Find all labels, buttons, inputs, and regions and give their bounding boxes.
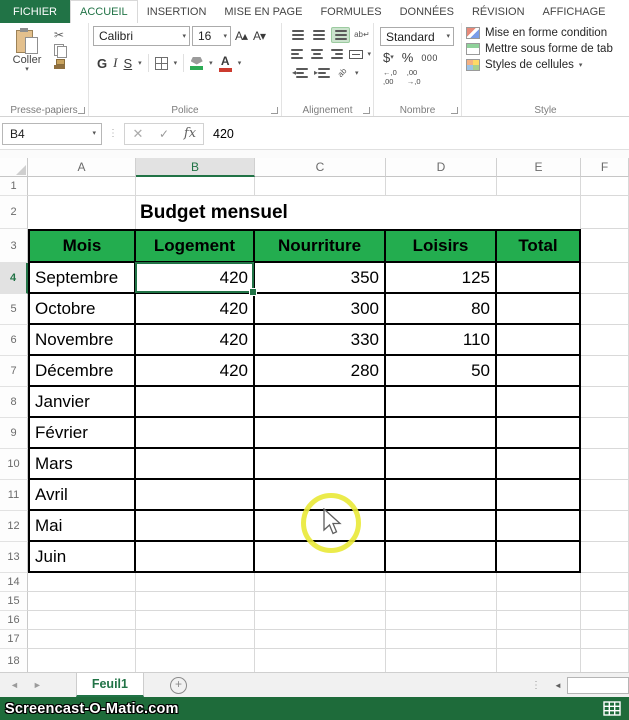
merge-center-icon[interactable] bbox=[348, 46, 365, 62]
cell-F1[interactable] bbox=[581, 177, 629, 196]
alignment-dialog-launcher-icon[interactable] bbox=[363, 107, 370, 114]
bold-button[interactable]: G bbox=[97, 55, 108, 71]
cell-A3[interactable]: Mois bbox=[28, 229, 136, 263]
cell-C16[interactable] bbox=[255, 611, 386, 630]
next-sheet-icon[interactable]: ► bbox=[32, 680, 42, 690]
grid-row-8 bbox=[0, 387, 629, 418]
grid-row-9 bbox=[0, 418, 629, 449]
cell-D12[interactable] bbox=[386, 511, 497, 542]
cell-E9[interactable] bbox=[497, 418, 581, 449]
cell-D16[interactable] bbox=[386, 611, 497, 630]
grid-row-7 bbox=[0, 356, 629, 387]
paste-label: Coller bbox=[12, 54, 42, 66]
cell-F5[interactable] bbox=[581, 294, 629, 325]
row-header-3[interactable]: 3 bbox=[0, 229, 28, 263]
cell-E13[interactable] bbox=[497, 542, 581, 573]
sheet-tab-feuil1[interactable]: Feuil1 bbox=[76, 673, 144, 697]
cell-E3[interactable]: Total bbox=[497, 229, 581, 263]
conditional-formatting-icon bbox=[466, 27, 480, 39]
cell-E6[interactable] bbox=[497, 325, 581, 356]
cell-A8[interactable]: Janvier bbox=[28, 387, 136, 418]
column-header-A[interactable]: A bbox=[28, 158, 136, 177]
cell-F9[interactable] bbox=[581, 418, 629, 449]
cell-B12[interactable] bbox=[136, 511, 255, 542]
cell-B8[interactable] bbox=[136, 387, 255, 418]
font-size-dropdown-icon: ▾ bbox=[223, 32, 227, 40]
cell-C17[interactable] bbox=[255, 630, 386, 649]
row-header-2[interactable]: 2 bbox=[0, 196, 28, 229]
align-bottom-button[interactable] bbox=[331, 27, 349, 43]
cell-A10[interactable]: Mars bbox=[28, 449, 136, 480]
cell-D9[interactable] bbox=[386, 418, 497, 449]
shrink-font-button[interactable]: A▾ bbox=[253, 29, 266, 43]
underline-dropdown-icon[interactable]: ▾ bbox=[138, 59, 142, 67]
cell-E1[interactable] bbox=[497, 177, 581, 196]
cell-E11[interactable] bbox=[497, 480, 581, 511]
row-header-1[interactable]: 1 bbox=[0, 177, 28, 196]
cell-E17[interactable] bbox=[497, 630, 581, 649]
cell-C14[interactable] bbox=[255, 573, 386, 592]
cell-B15[interactable] bbox=[136, 592, 255, 611]
formula-input[interactable]: 420 bbox=[213, 126, 234, 141]
align-middle-button[interactable] bbox=[310, 27, 328, 43]
cell-F6[interactable] bbox=[581, 325, 629, 356]
conditional-formatting-label: Mise en forme condition bbox=[485, 27, 608, 39]
cell-B16[interactable] bbox=[136, 611, 255, 630]
name-box-value: B4 bbox=[10, 126, 25, 141]
cell-E12[interactable] bbox=[497, 511, 581, 542]
sheet-tab-bar bbox=[0, 672, 629, 697]
paste-clipboard-icon bbox=[16, 28, 38, 54]
grid-row-3 bbox=[0, 229, 629, 263]
cell-D11[interactable] bbox=[386, 480, 497, 511]
tab-mise-en-page[interactable]: MISE EN PAGE bbox=[224, 5, 303, 18]
grid-row-10 bbox=[0, 449, 629, 480]
tab-fichier[interactable]: FICHIER bbox=[0, 0, 70, 23]
cell-B4[interactable]: 420 bbox=[136, 263, 255, 294]
cell-A12[interactable]: Mai bbox=[28, 511, 136, 542]
grid-row-18 bbox=[0, 649, 629, 672]
align-left-button[interactable] bbox=[289, 46, 306, 62]
cell-D1[interactable] bbox=[386, 177, 497, 196]
cell-B17[interactable] bbox=[136, 630, 255, 649]
cell-A6[interactable]: Novembre bbox=[28, 325, 136, 356]
cell-B7[interactable]: 420 bbox=[136, 356, 255, 387]
font-name-dropdown-icon: ▾ bbox=[182, 32, 186, 40]
font-color-icon[interactable]: A bbox=[219, 55, 232, 72]
increase-decimal-button[interactable]: ←,0 ,00 bbox=[383, 68, 397, 86]
align-top-button[interactable] bbox=[289, 27, 307, 43]
cell-C7[interactable]: 280 bbox=[255, 356, 386, 387]
cell-D8[interactable] bbox=[386, 387, 497, 418]
cell-B9[interactable] bbox=[136, 418, 255, 449]
row-header-8[interactable]: 8 bbox=[0, 387, 28, 418]
cell-C10[interactable] bbox=[255, 449, 386, 480]
cell-C4[interactable]: 350 bbox=[255, 263, 386, 294]
grid-row-4 bbox=[0, 263, 629, 294]
insert-function-icon[interactable]: fx bbox=[183, 126, 197, 141]
cell-D7[interactable]: 50 bbox=[386, 356, 497, 387]
cell-D15[interactable] bbox=[386, 592, 497, 611]
font-dialog-launcher-icon[interactable] bbox=[271, 107, 278, 114]
cell-A16[interactable] bbox=[28, 611, 136, 630]
tab-insertion[interactable]: INSERTION bbox=[146, 5, 207, 18]
row-header-9[interactable]: 9 bbox=[0, 418, 28, 449]
merge-dropdown-icon[interactable]: ▾ bbox=[367, 50, 372, 58]
cell-F7[interactable] bbox=[581, 356, 629, 387]
cell-D5[interactable]: 80 bbox=[386, 294, 497, 325]
row-header-16[interactable]: 16 bbox=[0, 611, 28, 630]
conditional-formatting-button[interactable] bbox=[466, 27, 627, 39]
tab-accueil[interactable]: ACCUEIL bbox=[70, 0, 138, 23]
cell-A17[interactable] bbox=[28, 630, 136, 649]
name-box-dropdown-icon: ▾ bbox=[92, 130, 96, 137]
paste-dropdown-icon[interactable]: ▾ bbox=[25, 66, 29, 73]
cell-B3[interactable]: Logement bbox=[136, 229, 255, 263]
formula-grid-divider bbox=[0, 150, 629, 158]
cell-D18[interactable] bbox=[386, 649, 497, 672]
cell-D4[interactable]: 125 bbox=[386, 263, 497, 294]
cell-F17[interactable] bbox=[581, 630, 629, 649]
cell-styles-label: Styles de cellules bbox=[485, 59, 574, 71]
row-header-14[interactable]: 14 bbox=[0, 573, 28, 592]
row-header-7[interactable]: 7 bbox=[0, 356, 28, 387]
cell-E5[interactable] bbox=[497, 294, 581, 325]
cell-A5[interactable]: Octobre bbox=[28, 294, 136, 325]
cut-icon[interactable]: ✂ bbox=[54, 28, 65, 42]
decrease-indent-button[interactable]: ◂ bbox=[289, 65, 308, 81]
row-header-6[interactable]: 6 bbox=[0, 325, 28, 356]
watermark-bar bbox=[0, 697, 629, 720]
format-painter-icon[interactable] bbox=[54, 59, 65, 69]
number-format-dropdown-icon: ▾ bbox=[446, 33, 450, 40]
column-header-D[interactable]: D bbox=[386, 158, 497, 177]
row-header-5[interactable]: 5 bbox=[0, 294, 28, 325]
column-header-row bbox=[0, 158, 629, 177]
formula-bar-separator-dots: ⋮ bbox=[108, 128, 118, 139]
cell-F15[interactable] bbox=[581, 592, 629, 611]
grid-row-5 bbox=[0, 294, 629, 325]
font-name-select[interactable] bbox=[93, 26, 190, 46]
cell-B18[interactable] bbox=[136, 649, 255, 672]
cell-styles-dropdown-icon: ▾ bbox=[578, 61, 583, 69]
underline-button[interactable]: S bbox=[123, 55, 133, 71]
cell-A4[interactable]: Septembre bbox=[28, 263, 136, 294]
align-right-button[interactable] bbox=[328, 46, 345, 62]
row-header-15[interactable]: 15 bbox=[0, 592, 28, 611]
cell-F16[interactable] bbox=[581, 611, 629, 630]
confirm-entry-icon[interactable]: ✓ bbox=[158, 126, 170, 141]
cell-E4[interactable] bbox=[497, 263, 581, 294]
cell-F14[interactable] bbox=[581, 573, 629, 592]
clipboard-group-label: Presse-papiers bbox=[10, 105, 78, 116]
cell-D6[interactable]: 110 bbox=[386, 325, 497, 356]
cell-B11[interactable] bbox=[136, 480, 255, 511]
cell-A11[interactable]: Avril bbox=[28, 480, 136, 511]
group-font bbox=[88, 23, 281, 116]
grid-row-1 bbox=[0, 177, 629, 196]
grid-row-16 bbox=[0, 611, 629, 630]
cancel-entry-icon[interactable]: ✕ bbox=[132, 125, 144, 141]
cell-C6[interactable]: 330 bbox=[255, 325, 386, 356]
cell-A14[interactable] bbox=[28, 573, 136, 592]
group-alignment bbox=[281, 23, 373, 116]
formula-buttons bbox=[124, 123, 204, 145]
cell-A18[interactable] bbox=[28, 649, 136, 672]
group-number bbox=[373, 23, 461, 116]
hscroll-left-icon[interactable]: ◄ bbox=[554, 680, 562, 690]
tab-revision[interactable]: RÉVISION bbox=[471, 5, 525, 18]
italic-button[interactable]: I bbox=[113, 55, 118, 70]
tab-formules[interactable]: FORMULES bbox=[320, 5, 382, 18]
grid-body bbox=[0, 177, 629, 672]
cell-F4[interactable] bbox=[581, 263, 629, 294]
cell-C12[interactable] bbox=[255, 511, 386, 542]
group-clipboard bbox=[0, 23, 88, 116]
group-style bbox=[461, 23, 629, 116]
column-header-C[interactable]: C bbox=[255, 158, 386, 177]
cell-A1[interactable] bbox=[28, 177, 136, 196]
sheet-title: Budget mensuel bbox=[140, 201, 288, 223]
format-as-table-icon bbox=[466, 43, 480, 55]
cell-C3[interactable]: Nourriture bbox=[255, 229, 386, 263]
grid-row-15 bbox=[0, 592, 629, 611]
cell-A2[interactable] bbox=[28, 196, 136, 229]
borders-icon[interactable] bbox=[155, 57, 168, 70]
cell-D13[interactable] bbox=[386, 542, 497, 573]
cell-styles-icon bbox=[466, 59, 480, 71]
alignment-group-label: Alignement bbox=[302, 105, 353, 116]
font-name-value: Calibri bbox=[99, 29, 134, 43]
cell-D14[interactable] bbox=[386, 573, 497, 592]
grid-icon bbox=[603, 701, 621, 716]
clipboard-dialog-launcher-icon[interactable] bbox=[78, 107, 85, 114]
grid-row-2 bbox=[0, 196, 629, 229]
thousands-separator-button[interactable]: 000 bbox=[421, 52, 438, 63]
row-header-4[interactable]: 4 bbox=[0, 263, 28, 294]
row-header-10[interactable]: 10 bbox=[0, 449, 28, 480]
cell-C5[interactable]: 300 bbox=[255, 294, 386, 325]
cell-B14[interactable] bbox=[136, 573, 255, 592]
wrap-text-icon[interactable]: ab↵ bbox=[354, 30, 370, 39]
column-header-B[interactable]: B bbox=[136, 158, 255, 177]
font-color-dropdown-icon[interactable]: ▾ bbox=[237, 59, 242, 67]
increase-indent-button[interactable]: ▸ bbox=[311, 65, 330, 81]
cell-C11[interactable] bbox=[255, 480, 386, 511]
prev-sheet-icon[interactable]: ◄ bbox=[10, 680, 19, 690]
fill-color-dropdown-icon[interactable]: ▾ bbox=[209, 59, 213, 67]
number-group-label: Nombre bbox=[399, 105, 436, 116]
font-size-select[interactable] bbox=[192, 26, 231, 46]
format-as-table-button[interactable] bbox=[466, 43, 627, 55]
align-center-button[interactable] bbox=[309, 46, 326, 62]
cell-D17[interactable] bbox=[386, 630, 497, 649]
cell-B1[interactable] bbox=[136, 177, 255, 196]
tabbar-resize-dots[interactable]: ⋮ bbox=[531, 679, 541, 691]
tab-donnees[interactable]: DONNÉES bbox=[399, 5, 454, 18]
grid-row-17 bbox=[0, 630, 629, 649]
cell-F11[interactable] bbox=[581, 480, 629, 511]
number-dialog-launcher-icon[interactable] bbox=[451, 107, 458, 114]
fill-color-icon[interactable] bbox=[190, 57, 203, 70]
cell-A13[interactable]: Juin bbox=[28, 542, 136, 573]
cell-B5[interactable]: 420 bbox=[136, 294, 255, 325]
orientation-dropdown-icon[interactable]: ▾ bbox=[355, 69, 359, 77]
cell-E7[interactable] bbox=[497, 356, 581, 387]
font-size-value: 16 bbox=[198, 29, 212, 43]
cell-E18[interactable] bbox=[497, 649, 581, 672]
select-all-button[interactable] bbox=[0, 158, 28, 177]
row-header-11[interactable]: 11 bbox=[0, 480, 28, 511]
grid-row-14 bbox=[0, 573, 629, 592]
number-format-select[interactable] bbox=[380, 27, 454, 46]
cell-E2[interactable] bbox=[497, 196, 581, 229]
currency-button[interactable]: $ ▾ bbox=[383, 50, 394, 65]
style-group-label: Style bbox=[534, 105, 557, 116]
copy-icon[interactable] bbox=[54, 44, 66, 56]
cell-F10[interactable] bbox=[581, 449, 629, 480]
cell-A15[interactable] bbox=[28, 592, 136, 611]
tab-affichage[interactable]: AFFICHAGE bbox=[542, 5, 606, 18]
grid-row-11 bbox=[0, 480, 629, 511]
column-header-F[interactable]: F bbox=[581, 158, 629, 177]
paste-button[interactable] bbox=[4, 26, 50, 103]
cell-B10[interactable] bbox=[136, 449, 255, 480]
cell-B13[interactable] bbox=[136, 542, 255, 573]
cell-B6[interactable]: 420 bbox=[136, 325, 255, 356]
orientation-icon[interactable]: ab bbox=[335, 66, 349, 79]
cell-E10[interactable] bbox=[497, 449, 581, 480]
cell-F3[interactable] bbox=[581, 229, 629, 263]
cell-B2[interactable] bbox=[136, 196, 288, 229]
cell-E8[interactable] bbox=[497, 387, 581, 418]
cell-F8[interactable] bbox=[581, 387, 629, 418]
ribbon-tab-bar bbox=[0, 0, 629, 23]
formula-bar bbox=[0, 118, 629, 150]
grid-row-12 bbox=[0, 511, 629, 542]
number-format-value: Standard bbox=[386, 29, 435, 44]
grow-font-button[interactable]: A▴ bbox=[235, 29, 248, 43]
borders-dropdown-icon[interactable]: ▾ bbox=[173, 59, 178, 67]
fill-handle[interactable] bbox=[249, 288, 257, 296]
name-box[interactable] bbox=[2, 123, 102, 145]
cell-D2[interactable] bbox=[386, 196, 497, 229]
cell-A7[interactable]: Décembre bbox=[28, 356, 136, 387]
cell-F13[interactable] bbox=[581, 542, 629, 573]
format-as-table-label: Mettre sous forme de tab bbox=[485, 43, 613, 55]
watermark: Screencast-O-Matic.com bbox=[5, 700, 179, 717]
cell-E16[interactable] bbox=[497, 611, 581, 630]
cell-E14[interactable] bbox=[497, 573, 581, 592]
cell-A9[interactable]: Février bbox=[28, 418, 136, 449]
cell-F2[interactable] bbox=[581, 196, 629, 229]
cell-C8[interactable] bbox=[255, 387, 386, 418]
font-group-label: Police bbox=[171, 105, 199, 116]
cell-E15[interactable] bbox=[497, 592, 581, 611]
cell-C13[interactable] bbox=[255, 542, 386, 573]
decrease-decimal-button[interactable]: ,00 →,0 bbox=[406, 68, 421, 86]
cell-C9[interactable] bbox=[255, 418, 386, 449]
cell-D10[interactable] bbox=[386, 449, 497, 480]
cell-C18[interactable] bbox=[255, 649, 386, 672]
row-header-18[interactable]: 18 bbox=[0, 649, 28, 672]
ribbon bbox=[0, 23, 629, 117]
new-sheet-icon[interactable]: + bbox=[170, 677, 187, 694]
row-header-17[interactable]: 17 bbox=[0, 630, 28, 649]
cell-F12[interactable] bbox=[581, 511, 629, 542]
spreadsheet-grid bbox=[0, 158, 629, 672]
grid-row-13 bbox=[0, 542, 629, 573]
cell-C15[interactable] bbox=[255, 592, 386, 611]
row-header-13[interactable]: 13 bbox=[0, 542, 28, 573]
horizontal-scrollbar[interactable] bbox=[567, 677, 629, 694]
cell-styles-button[interactable] bbox=[466, 59, 627, 71]
grid-row-6 bbox=[0, 325, 629, 356]
percent-button[interactable]: % bbox=[401, 50, 414, 65]
row-header-12[interactable]: 12 bbox=[0, 511, 28, 542]
active-cell-border bbox=[135, 262, 254, 293]
cell-D3[interactable]: Loisirs bbox=[386, 229, 497, 263]
cell-F18[interactable] bbox=[581, 649, 629, 672]
column-header-E[interactable]: E bbox=[497, 158, 581, 177]
cell-C1[interactable] bbox=[255, 177, 386, 196]
